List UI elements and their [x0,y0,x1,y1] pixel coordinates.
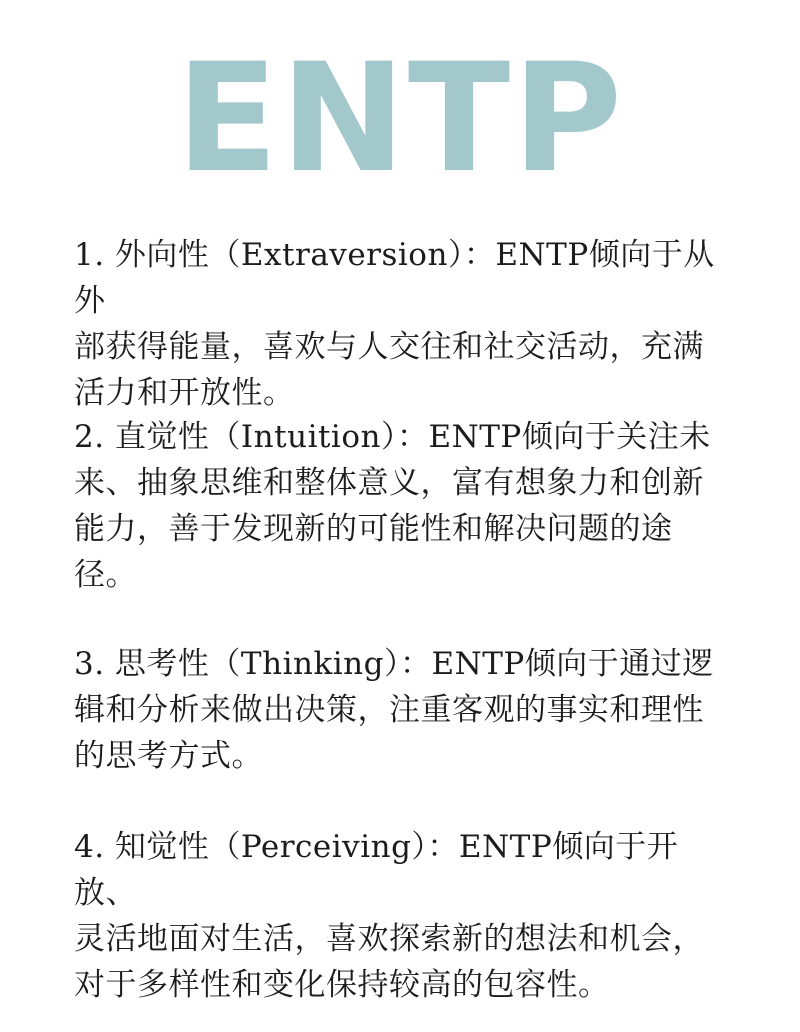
paragraph-line: 1. 外向性（Extraversion）：ENTP倾向于从外 [74,237,715,319]
paragraph-intuition [74,414,734,598]
paragraph-line: 来、抽象思维和整体意义，富有想象力和创新 [74,465,704,501]
paragraph-line: 灵活地面对生活，喜欢探索新的想法和机会， [74,921,704,957]
paragraph-line: 对于多样性和变化保持较高的包容性。 [74,967,610,1003]
paragraph-line: 能力，善于发现新的可能性和解决问题的途径。 [74,511,673,593]
paragraph-line: 活力和开放性。 [74,375,295,411]
page-title: ENTP [175,32,625,206]
paragraph-perceiving [74,824,734,1008]
paragraph-line: 3. 思考性（Thinking）：ENTP倾向于通过逻 [74,646,714,682]
paragraph-extraversion [74,232,734,416]
paragraph-line: 4. 知觉性（Perceiving）：ENTP倾向于开放、 [74,829,679,911]
paragraph-line: 的思考方式。 [74,738,263,774]
paragraph-line: 辑和分析来做出决策，注重客观的事实和理性 [74,692,704,728]
paragraph-line: 2. 直觉性（Intuition）：ENTP倾向于关注未 [74,419,711,455]
paragraph-line: 部获得能量，喜欢与人交往和社交活动，充满 [74,329,704,365]
paragraph-thinking [74,641,734,779]
